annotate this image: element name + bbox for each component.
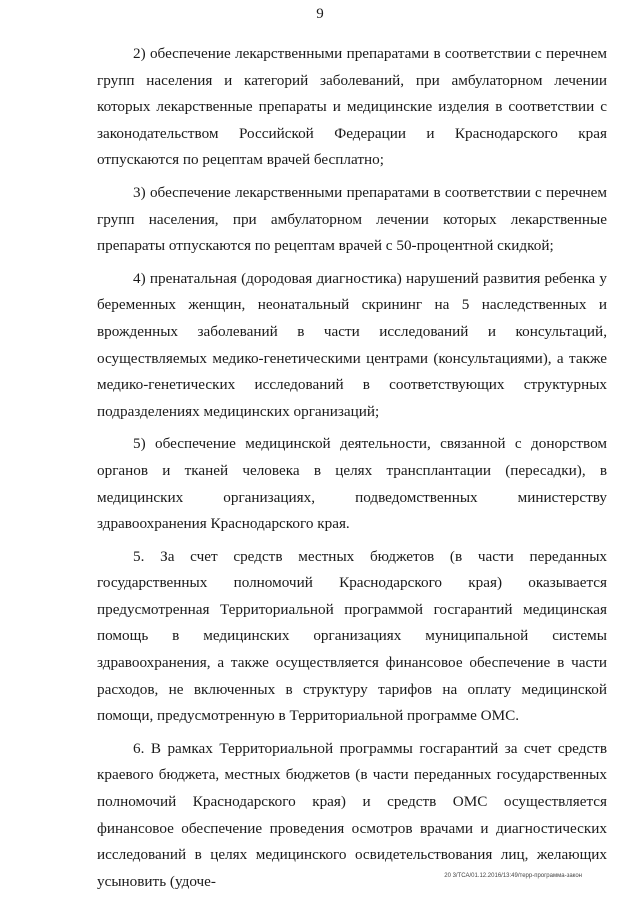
- page-number: 9: [316, 6, 324, 22]
- paragraph-section-5: 5. За счет средств местных бюджетов (в части переданных государственных полномочий Краснодарского края) оказывается предусмотренная Территориальной программой госгарантий медицинская помощь в медицинских организациях муниципальной системы здравоохранения, а также осуществляется финансовое обеспечение в части расходов, не включенных в структуру тарифов на оплату медицинской помощи, предусмотренную в Территориальной программе ОМС.: [97, 547, 607, 725]
- paragraph-item-4: 4) пренатальная (дородовая диагностика) нарушений развития ребенка у беременных женщин, неонатальный скрининг на 5 наследственных и врожденных заболеваний в части исследований и консультаций, осуществляемых медико-генетическими центрами (консультациями), а также медико-генетических исследований в соответствующих структурных подразделениях медицинских организаций;: [97, 269, 607, 420]
- paragraph-item-3: 3) обеспечение лекарственными препаратами в соответствии с перечнем групп населения, при амбулаторном лечении которых лекарственные препараты отпускаются по рецептам врачей с 50-процентной скидкой;: [97, 183, 607, 255]
- paragraph-section-6: 6. В рамках Территориальной программы госгарантий за счет средств краевого бюджета, местных бюджетов (в части переданных государственных полномочий Краснодарского края) и средств ОМС осуществляется финансовое обеспечение проведения осмотров врачами и диагностических исследований в целях медицинского освидетельствования лиц, желающих усыновить (удоче-: [97, 739, 607, 890]
- paragraph-item-2: 2) обеспечение лекарственными препаратами в соответствии с перечнем групп населения и категорий заболеваний, при амбулаторном лечении которых лекарственные препараты и медицинские изделия в соответствии с законодательством Российской Федерации и Краснодарского края отпускаются по рецептам врачей бесплатно;: [97, 45, 607, 169]
- document-body: [97, 41, 607, 901]
- footer-file-stamp: 20 3/ТСА/01.12.2016/13:49/терр-программа-закон: [444, 873, 582, 879]
- paragraph-item-5: 5) обеспечение медицинской деятельности, связанной с донорством органов и тканей человека в целях трансплантации (пересадки), в медицинских организациях, подведомственных министерству здравоохранения Краснодарского края.: [97, 435, 607, 533]
